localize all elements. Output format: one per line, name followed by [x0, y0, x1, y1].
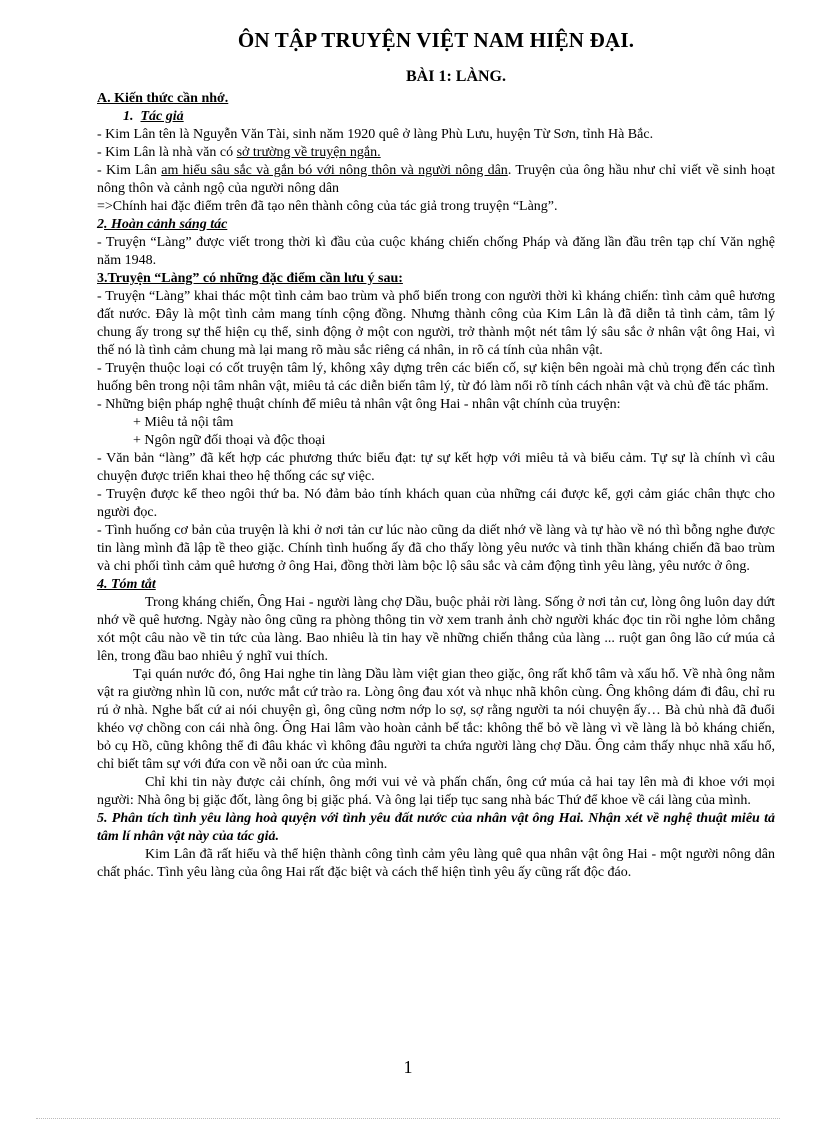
features-paragraph: - Truyện thuộc loại có cốt truyện tâm lý, không xây dựng trên các biến cố, sự kiện bên ngoài mà chủ trọng đến các tình huống bên trong nội tâm nhân vật, miêu tả các diễn biến tâm lý, từ đó làm nổi rõ tính cách nhân vật và chủ đề tác phẩm.	[97, 361, 775, 394]
page-bottom-divider	[36, 1118, 780, 1119]
analysis-paragraph: Kim Lân đã rất hiểu và thể hiện thành công tình cảm yêu làng quê qua nhân vật ông Hai - một người nông dân chất phác. Tình yêu làng của ông Hai rất đặc biệt và cách thể hiện tình yêu ấy cũng rất độc đáo.	[97, 847, 775, 880]
features-paragraph: - Những biện pháp nghệ thuật chính để miêu tả nhân vật ông Hai - nhân vật chính của truyện:	[97, 397, 621, 412]
summary-heading: 4. Tóm tắt	[97, 577, 156, 592]
author-highlight: sở trường về truyện ngắn.	[236, 145, 381, 160]
author-heading-number: 1.	[123, 109, 134, 124]
features-paragraph: - Văn bản “làng” đã kết hợp các phương thức biểu đạt: tự sự kết hợp với miêu tả và biểu cảm. Tự sự là chính vì câu chuyện được triển khai theo hệ thống các sự việc.	[97, 451, 775, 484]
author-paragraph	[97, 162, 775, 198]
analysis-heading: 5. Phân tích tình yêu làng hoà quyện với tình yêu đất nước của nhân vật ông Hai. Nhận xét về nghệ thuật miêu tả tâm lí nhân vật này của tác giả.	[97, 811, 775, 844]
author-paragraph	[97, 144, 775, 162]
document-title: ÔN TẬP TRUYỆN VIỆT NAM HIỆN ĐẠI.	[237, 28, 635, 52]
page-number: 1	[403, 1057, 413, 1077]
section-a-heading: A. Kiến thức cần nhớ.	[97, 91, 229, 106]
author-highlight: am hiểu sâu sắc và gắn bó với nông thôn và người nông dân	[161, 163, 508, 178]
author-paragraph: - Kim Lân tên là Nguyễn Văn Tài, sinh năm 1920 quê ở làng Phù Lưu, huyện Từ Sơn, tỉnh Hà Bắc.	[97, 127, 654, 142]
author-heading-title: Tác giả	[140, 109, 184, 124]
context-heading-number: 2	[97, 217, 104, 232]
summary-paragraph: Chỉ khi tin này được cải chính, ông mới vui vẻ và phấn chấn, ông cứ múa cả hai tay lên mà đi khoe với mọi người: Nhà ông bị giặc đốt, làng ông bị giặc phá. Và ông lại tiếp tục sang nhà bác Thứ để khoe về cái làng của mình.	[97, 775, 775, 808]
features-paragraph: - Tình huống cơ bản của truyện là khi ở nơi tản cư lúc nào cũng da diết nhớ về làng và tự hào về nó thì bỗng nghe được tin làng mình đã lập tề theo giặc. Chính tình huống ấy đã cho thấy lòng yêu nước và tinh thần kháng chiến đã bao trùm và chi phối tình cảm quê hương ở ông Hai, đồng thời làm bộc lộ sâu sắc và cảm động tình yêu làng, yêu nước ở ông.	[97, 523, 775, 574]
document-page	[97, 26, 775, 882]
context-paragraph: - Truyện “Làng” được viết trong thời kì đầu của cuộc kháng chiến chống Pháp và đăng lần đầu trên tạp chí Văn nghệ năm 1948.	[97, 235, 775, 268]
features-paragraph: - Truyện được kể theo ngôi thứ ba. Nó đảm bảo tính khách quan của những cái được kể, gợi cảm giác chân thực cho người đọc.	[97, 487, 775, 520]
context-heading-title: . Hoàn cảnh sáng tác	[104, 217, 228, 232]
context-heading	[97, 216, 775, 234]
features-bullet: + Ngôn ngữ đối thoại và độc thoại	[133, 433, 326, 448]
author-text: - Kim Lân là nhà văn có	[97, 145, 237, 160]
author-text: . Truyện của ông hầu như chỉ viết về sinh hoạt nông thôn và cảnh ngộ của người nông dân	[97, 163, 775, 196]
lesson-title: BÀI 1: LÀNG.	[405, 68, 506, 85]
author-text: - Kim Lân	[97, 163, 162, 178]
summary-paragraph: Trong kháng chiến, Ông Hai - người làng chợ Dầu, buộc phải rời làng. Sống ở nơi tản cư, lòng ông luôn day dứt nhớ về quê hương. Ngày nào ông cũng ra phòng thông tin vờ xem tranh ảnh chờ người khác đọc tin rồi nghe lỏm chẳng xót một câu nào về tin tức của làng. Bao nhiêu là tin hay về những chiến thắng của làng ... ruột gan ông lão cứ múa cả lên, trong đầu bao nhiêu ý nghĩ vui thích.	[97, 595, 775, 664]
features-paragraph: - Truyện “Làng” khai thác một tình cảm bao trùm và phổ biến trong con người thời kì kháng chiến: tình cảm quê hương đất nước. Đây là một tình cảm mang tính cộng đồng. Nhưng thành công của Kim Lân là đã diễn tả tình cảm, tâm lý chung ấy trong sự thể hiện cụ thể, sinh động ở một con người, trở thành một nét tâm lý sâu sắc ở nhân vật ông Hai, vì thế nó là tình cảm chung mà lại mang rõ màu sắc riêng cá nhân, in rõ cá tính của nhân vật.	[97, 289, 775, 358]
features-bullet: + Miêu tả nội tâm	[133, 415, 234, 430]
summary-paragraph: Tại quán nước đó, ông Hai nghe tin làng Dầu làm việt gian theo giặc, ông rất khổ tâm và xấu hổ. Về nhà ông nằm vật ra giường nhìn lũ con, nước mắt cứ trào ra. Lòng ông đau xót và nhục nhã khôn cùng. Ông không dám đi đâu, chỉ ru rú ở nhà. Nghe bất cứ ai nói chuyện gì, ông cũng nơm nớp lo sợ, sợ rằng người ta nói chuyện ấy… Bà chủ nhà đã đuổi khéo vợ chồng con cái nhà ông. Ông Hai lâm vào hoàn cảnh bế tắc: không thể bỏ về làng vì về làng là bỏ kháng chiến, bỏ cụ Hồ, cũng không thể đi đâu khác vì không đâu người ta chứa người làng chợ Dầu. Ông cảm thấy nhục nhã xấu hổ, chỉ biết tâm sự với đứa con về nỗi oan ức của mình.	[97, 667, 775, 772]
author-heading	[97, 108, 775, 126]
author-conclusion: =>Chính hai đặc điểm trên đã tạo nên thành công của tác giả trong truyện “Làng”.	[97, 199, 558, 214]
features-heading: 3.Truyện “Làng” có những đặc điểm cần lưu ý sau:	[97, 271, 403, 286]
